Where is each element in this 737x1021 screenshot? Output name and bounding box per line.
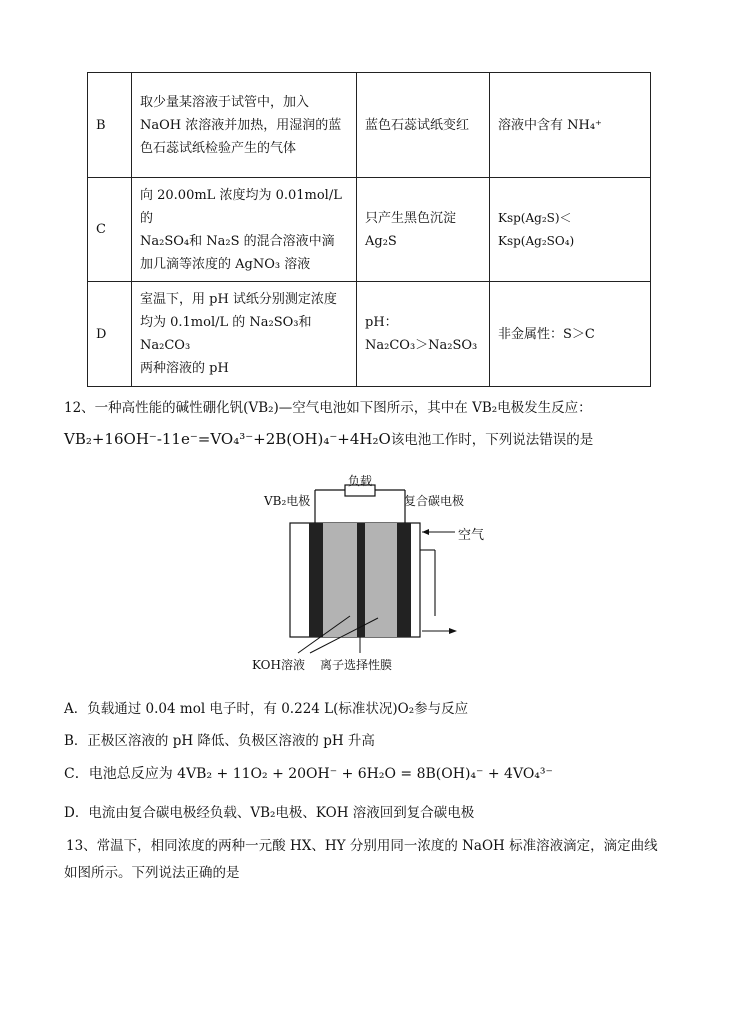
membrane-label: 离子选择性膜 [320, 658, 393, 672]
q12-option-b: B．正极区溶液的 pH 降低、负极区溶液的 pH 升高 [64, 733, 375, 749]
conclusion-cell: Ksp(Ag₂S)＜Ksp(Ag₂SO₄) [490, 178, 651, 282]
q12-equation-tail: 该电池工作时，下列说法错误的是 [390, 432, 594, 448]
phenomenon-cell: 只产生黑色沉淀 Ag₂S [357, 178, 490, 282]
solution-right [365, 523, 397, 637]
vb2-electrode [309, 523, 323, 637]
vb2-electrode-label: VB₂电极 [264, 494, 311, 508]
q13-line2: 如图所示。下列说法正确的是 [64, 865, 240, 881]
q12-stem: 12、一种高性能的碱性硼化钒(VB₂)—空气电池如下图所示，其中在 VB₂电极发生反应： [64, 400, 592, 416]
row-key: B [88, 73, 132, 178]
q12-equation: VB₂+16OH⁻-11e⁻=VO₄³⁻+2B(OH)₄⁻+4H₂O [64, 430, 391, 448]
row-key: D [88, 282, 132, 387]
carbon-electrode-label: 复合碳电极 [404, 494, 465, 508]
q12-equation-line [64, 428, 593, 448]
conclusion-cell: 溶液中含有 NH₄⁺ [490, 73, 651, 178]
phenomenon-cell: pH： Na₂CO₃＞Na₂SO₃ [357, 282, 490, 387]
air-out-arrow-icon [449, 628, 457, 634]
q12-option-c: C．电池总反应为 4VB₂ + 11O₂ + 20OH⁻ + 6H₂O = 8B(OH)₄⁻ + 4VO₄³⁻ [64, 766, 553, 782]
ion-membrane [357, 523, 365, 637]
air-label: 空气 [458, 528, 485, 543]
conclusion-cell: 非金属性：S＞C [490, 282, 651, 387]
table-row [88, 178, 651, 282]
experiment-table [87, 72, 651, 387]
q13-line1: 13、常温下，相同浓度的两种一元酸 HX、HY 分别用同一浓度的 NaOH 标准溶液滴定，滴定曲线 [66, 838, 658, 854]
table-row [88, 282, 651, 387]
air-in-arrow-icon [422, 529, 429, 535]
operation-cell: 室温下，用 pH 试纸分别测定浓度 均为 0.1mol/L 的 Na₂SO₃和 Na₂CO₃ 两种溶液的 pH [132, 282, 357, 387]
solution-left [323, 523, 357, 637]
carbon-electrode [397, 523, 411, 637]
koh-label: KOH溶液 [252, 658, 305, 672]
battery-diagram [280, 466, 510, 681]
phenomenon-cell: 蓝色石蕊试纸变红 [357, 73, 490, 178]
load-label: 负载 [348, 474, 373, 488]
q12-option-a: A．负载通过 0.04 mol 电子时，有 0.224 L(标准状况)O₂参与反应 [64, 701, 469, 717]
operation-cell: 向 20.00mL 浓度均为 0.01mol/L 的 Na₂SO₄和 Na₂S 的混合溶液中滴 加几滴等浓度的 AgNO₃ 溶液 [132, 178, 357, 282]
table-row [88, 73, 651, 178]
operation-cell: 取少量某溶液于试管中，加入 NaOH 浓溶液并加热，用湿润的蓝 色石蕊试纸检验产生的气体 [132, 73, 357, 178]
q12-option-d: D．电流由复合碳电极经负载、VB₂电极、KOH 溶液回到复合碳电极 [64, 805, 475, 821]
row-key: C [88, 178, 132, 282]
